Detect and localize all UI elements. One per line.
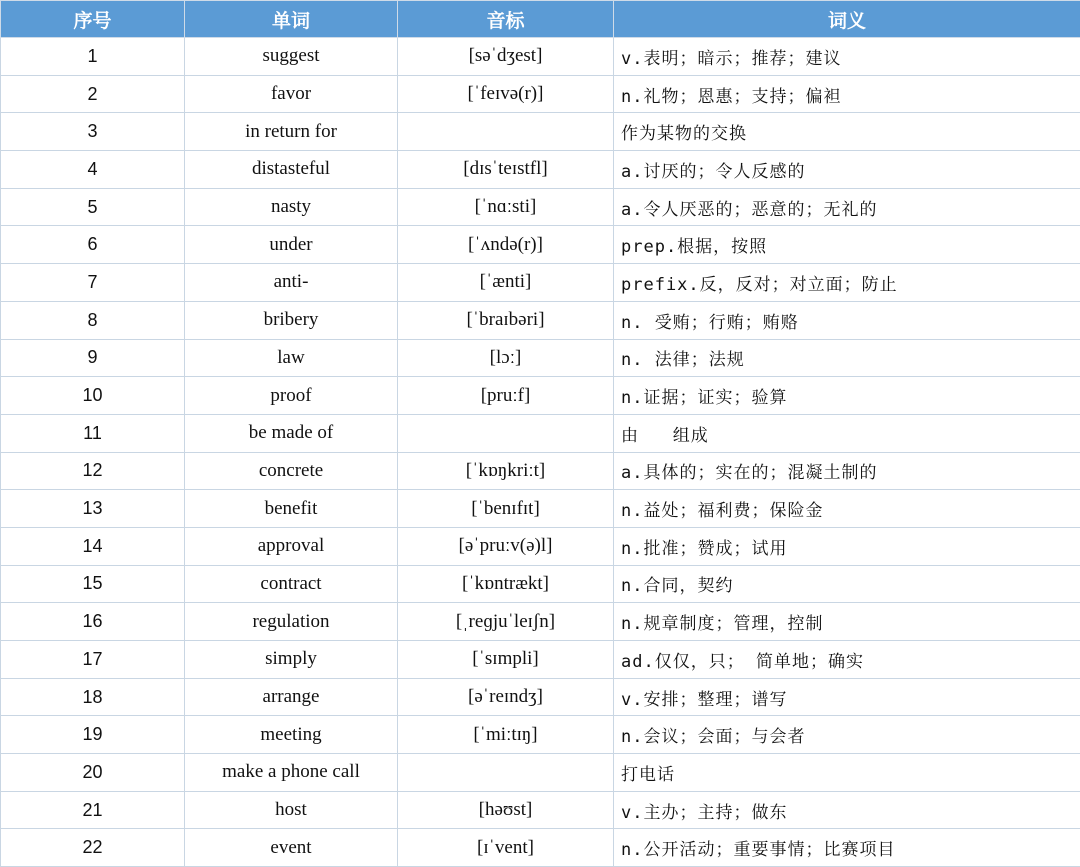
table-row: [1, 264, 1080, 302]
cell-num: 6: [1, 226, 185, 264]
cell-meaning: n. 法律；法规: [614, 339, 1080, 377]
cell-phonetic: [ˈbraɪbəri]: [398, 301, 614, 339]
cell-num: 13: [1, 490, 185, 528]
cell-phonetic: [əˈpruːv(ə)l]: [398, 527, 614, 565]
cell-phonetic: [398, 414, 614, 452]
table-row: [1, 151, 1080, 189]
cell-meaning: n.合同，契约: [614, 565, 1080, 603]
table-row: [1, 603, 1080, 641]
cell-meaning: n.批准；赞成；试用: [614, 527, 1080, 565]
cell-meaning: v.表明；暗示；推荐；建议: [614, 38, 1080, 76]
cell-word: host: [185, 791, 398, 829]
cell-word: meeting: [185, 716, 398, 754]
cell-num: 11: [1, 414, 185, 452]
table-row: [1, 641, 1080, 679]
cell-num: 20: [1, 754, 185, 792]
table-row: [1, 678, 1080, 716]
table-row: [1, 791, 1080, 829]
table-row: [1, 414, 1080, 452]
cell-num: 10: [1, 377, 185, 415]
cell-phonetic: [ˈkɒntrækt]: [398, 565, 614, 603]
cell-meaning: n.礼物；恩惠；支持；偏袒: [614, 75, 1080, 113]
cell-word: benefit: [185, 490, 398, 528]
table-row: [1, 490, 1080, 528]
table-body: [1, 38, 1080, 867]
cell-meaning: 打电话: [614, 754, 1080, 792]
cell-phonetic: [səˈdʒest]: [398, 38, 614, 76]
cell-meaning: n.规章制度；管理，控制: [614, 603, 1080, 641]
table-row: [1, 754, 1080, 792]
cell-meaning: v.安排；整理；谱写: [614, 678, 1080, 716]
cell-num: 2: [1, 75, 185, 113]
table-row: [1, 301, 1080, 339]
cell-word: under: [185, 226, 398, 264]
cell-phonetic: [lɔː]: [398, 339, 614, 377]
table-row: [1, 188, 1080, 226]
cell-phonetic: [ˈʌndə(r)]: [398, 226, 614, 264]
cell-word: suggest: [185, 38, 398, 76]
cell-phonetic: [ˈmiːtɪŋ]: [398, 716, 614, 754]
cell-word: distasteful: [185, 151, 398, 189]
cell-phonetic: [ˈnɑːsti]: [398, 188, 614, 226]
cell-num: 9: [1, 339, 185, 377]
cell-num: 15: [1, 565, 185, 603]
cell-word: event: [185, 829, 398, 867]
header-meaning: 词义: [614, 1, 1080, 38]
header-word: 单词: [185, 1, 398, 38]
table-row: [1, 339, 1080, 377]
cell-word: anti-: [185, 264, 398, 302]
cell-num: 8: [1, 301, 185, 339]
cell-num: 21: [1, 791, 185, 829]
table-row: [1, 113, 1080, 151]
cell-num: 5: [1, 188, 185, 226]
cell-num: 3: [1, 113, 185, 151]
cell-phonetic: [pruːf]: [398, 377, 614, 415]
cell-word: regulation: [185, 603, 398, 641]
cell-meaning: n.公开活动；重要事情；比赛项目: [614, 829, 1080, 867]
cell-num: 19: [1, 716, 185, 754]
cell-phonetic: [ˈænti]: [398, 264, 614, 302]
cell-phonetic: [dɪsˈteɪstfl]: [398, 151, 614, 189]
table-row: [1, 75, 1080, 113]
cell-phonetic: [398, 754, 614, 792]
cell-word: make a phone call: [185, 754, 398, 792]
cell-phonetic: [ˈsɪmpli]: [398, 641, 614, 679]
cell-word: nasty: [185, 188, 398, 226]
table-header: [1, 1, 1080, 38]
cell-meaning: a.讨厌的；令人反感的: [614, 151, 1080, 189]
header-phonetic: 音标: [398, 1, 614, 38]
header-num: 序号: [1, 1, 185, 38]
cell-num: 7: [1, 264, 185, 302]
cell-num: 17: [1, 641, 185, 679]
cell-phonetic: [ɪˈvent]: [398, 829, 614, 867]
cell-meaning: n. 受贿；行贿；贿赂: [614, 301, 1080, 339]
table-row: [1, 527, 1080, 565]
cell-meaning: 由 组成: [614, 414, 1080, 452]
cell-word: proof: [185, 377, 398, 415]
table-row: [1, 829, 1080, 867]
cell-phonetic: [ˈfeɪvə(r)]: [398, 75, 614, 113]
cell-meaning: ad.仅仅，只； 简单地；确实: [614, 641, 1080, 679]
cell-meaning: a.令人厌恶的；恶意的；无礼的: [614, 188, 1080, 226]
header-row: [1, 1, 1080, 38]
cell-word: bribery: [185, 301, 398, 339]
cell-phonetic: [əˈreɪndʒ]: [398, 678, 614, 716]
cell-meaning: 作为某物的交换: [614, 113, 1080, 151]
table-row: [1, 38, 1080, 76]
cell-phonetic: [ˈbenɪfɪt]: [398, 490, 614, 528]
cell-meaning: v.主办；主持；做东: [614, 791, 1080, 829]
cell-num: 4: [1, 151, 185, 189]
table-row: [1, 565, 1080, 603]
cell-word: law: [185, 339, 398, 377]
cell-word: be made of: [185, 414, 398, 452]
cell-num: 14: [1, 527, 185, 565]
cell-num: 22: [1, 829, 185, 867]
cell-word: approval: [185, 527, 398, 565]
cell-phonetic: [ˈkɒŋkriːt]: [398, 452, 614, 490]
cell-num: 18: [1, 678, 185, 716]
cell-meaning: n.证据；证实；验算: [614, 377, 1080, 415]
cell-meaning: prep.根据，按照: [614, 226, 1080, 264]
table-row: [1, 716, 1080, 754]
cell-word: in return for: [185, 113, 398, 151]
table-row: [1, 452, 1080, 490]
cell-meaning: a.具体的；实在的；混凝土制的: [614, 452, 1080, 490]
table-row: [1, 226, 1080, 264]
cell-word: concrete: [185, 452, 398, 490]
cell-meaning: n.益处；福利费；保险金: [614, 490, 1080, 528]
cell-word: arrange: [185, 678, 398, 716]
cell-phonetic: [398, 113, 614, 151]
cell-num: 12: [1, 452, 185, 490]
cell-phonetic: [həʊst]: [398, 791, 614, 829]
cell-meaning: prefix.反，反对；对立面；防止: [614, 264, 1080, 302]
cell-num: 16: [1, 603, 185, 641]
cell-word: favor: [185, 75, 398, 113]
cell-word: simply: [185, 641, 398, 679]
cell-phonetic: [ˌreɡjuˈleɪʃn]: [398, 603, 614, 641]
cell-num: 1: [1, 38, 185, 76]
cell-meaning: n.会议；会面；与会者: [614, 716, 1080, 754]
cell-word: contract: [185, 565, 398, 603]
table-row: [1, 377, 1080, 415]
